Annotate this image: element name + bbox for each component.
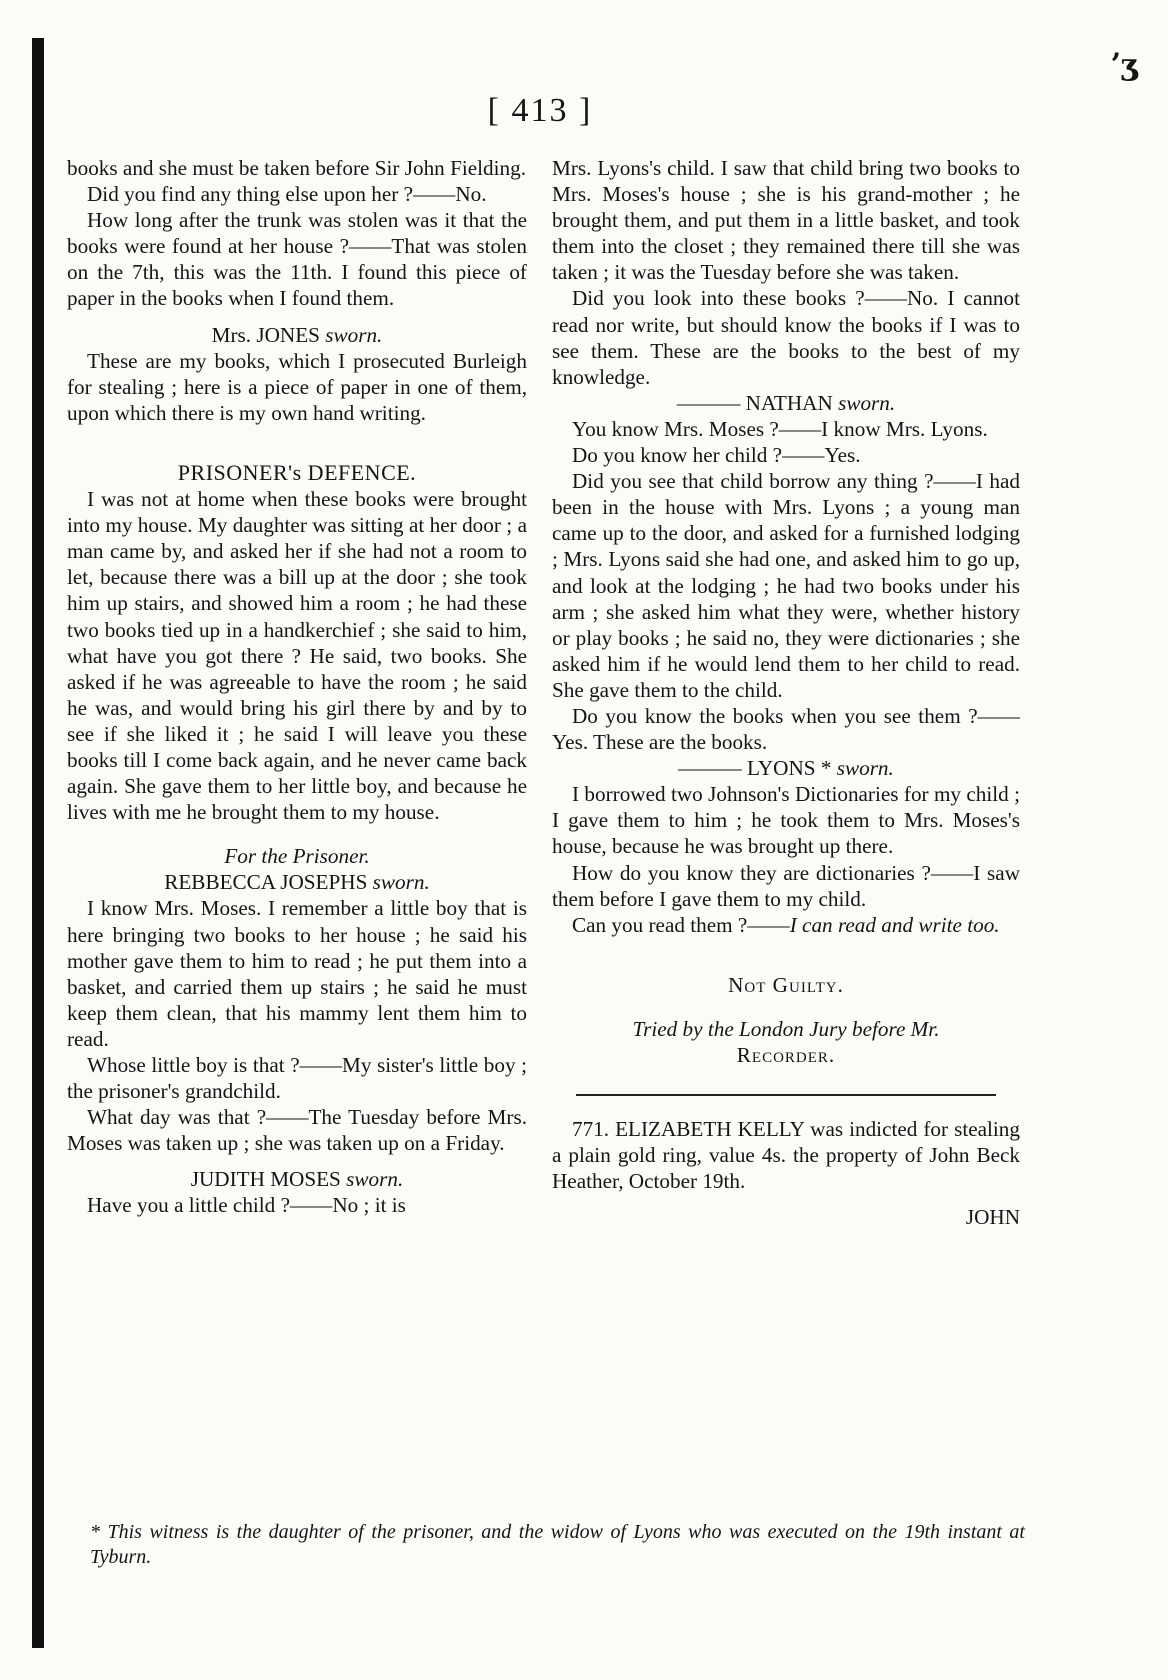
paragraph: Do you know her child ?——Yes.	[572, 443, 861, 468]
witness-heading	[67, 869, 527, 895]
question-text: Can you read them ?——	[572, 912, 790, 937]
witness-name: Mrs. JONES	[211, 322, 320, 347]
paragraph: You know Mrs. Moses ?——I know Mrs. Lyons.	[572, 416, 988, 441]
paragraph: What day was that ?——The Tuesday before Mrs. Moses was taken up ; she was taken up on a Friday.	[67, 1105, 527, 1156]
binding-edge	[32, 38, 44, 1648]
paragraph: Mrs. Lyons's child. I saw that child bring two books to Mrs. Moses's house ; she is his grand-mother ; he brought them, and put them in a little basket, and took them into the closet ; they remained there till she was taken ; it was the Tuesday before she was taken.	[552, 156, 1020, 285]
corner-mark: ʼʒ	[1110, 48, 1138, 83]
paragraph: books and she must be taken before Sir John Fielding.	[67, 156, 526, 180]
tried-by-line: Tried by the London Jury before Mr.	[632, 1016, 940, 1041]
paragraph: How long after the trunk was stolen was it that the books were found at her house ?——That was stolen on the 7th, this was the 11th. I found this piece of paper in the books when I found them.	[67, 208, 527, 311]
paragraph: Have you a little child ?——No ; it is	[87, 1193, 406, 1218]
paragraph	[552, 912, 1020, 938]
paragraph: I know Mrs. Moses. I remember a little boy that is here bringing two books to her house ; he said his mother gave them to him to read ; he put them into a basket, and carried them up stairs ; he said he must keep them clean, that his mammy lent them him to read.	[67, 896, 527, 1051]
paragraph: I borrowed two Johnson's Dictionaries for my child ; I gave them to him ; he took them to Mrs. Moses's house, because he was brought up there.	[552, 782, 1020, 859]
witness-heading	[552, 390, 1020, 416]
witness-heading	[67, 1166, 527, 1192]
witness-name: REBBECCA JOSEPHS	[164, 870, 368, 895]
sworn-label: sworn.	[346, 1167, 404, 1192]
paragraph: Do you know the books when you see them ?——Yes. These are the books.	[552, 703, 1020, 755]
right-column	[552, 155, 1020, 1230]
witness-name: JUDITH MOSES	[190, 1167, 341, 1192]
page-number-header: [ 413 ]	[487, 92, 593, 129]
left-column	[67, 155, 527, 1219]
sworn-label: sworn.	[838, 390, 896, 415]
paragraph: Did you see that child borrow any thing ?——I had been in the house with Mrs. Lyons ; a young man came up to the door, and asked for a furnished lodging ; Mrs. Lyons said she had one, and asked him to go up, and look at the lodging ; he had two books under his arm ; she asked him what they were, whether history or play books ; he said no, they were dictionaries ; she asked him if he would lend them to her child to read. She gave them to the child.	[552, 469, 1020, 702]
paragraph: I was not at home when these books were brought into my house. My daughter was sitting at her door ; a man came by, and asked her if she had not a room to let, because there was a bill up at the door ; she took him up stairs, and showed him a room ; he had these two books tied up in a handkerchief ; she said to him, what have you got there ? He said, two books. She asked if he was agreeable to have the room ; he said he was, and would bring his girl there by and by to see if she liked it ; he said I will leave you these books till I come back again, and he never came back again. She gave them to her little boy, and because he lives with me he brought them to my house.	[67, 487, 527, 825]
footnote: * This witness is the daughter of the prisoner, and the widow of Lyons who was executed on the 19th instant at Tyburn.	[90, 1521, 1025, 1568]
recorder-line: Recorder.	[736, 1043, 836, 1067]
paragraph: 771. ELIZABETH KELLY was indicted for stealing a plain gold ring, value 4s. the property of John Beck Heather, October 19th.	[552, 1117, 1020, 1194]
paragraph: Did you find any thing else upon her ?——No.	[87, 182, 487, 207]
witness-name: ——— NATHAN	[676, 390, 833, 415]
paragraph: These are my books, which I prosecuted Burleigh for stealing ; here is a piece of paper in one of them, upon which there is my own hand writing.	[67, 348, 527, 425]
witness-heading	[67, 322, 527, 348]
sworn-label: sworn.	[372, 870, 430, 895]
section-divider	[576, 1094, 996, 1096]
witness-name: ——— LYONS *	[678, 756, 832, 781]
paragraph: How do you know they are dictionaries ?——I saw them before I gave them to my child.	[552, 860, 1020, 911]
sworn-label: sworn.	[325, 322, 383, 347]
paragraph: Did you look into these books ?——No. I cannot read nor write, but should know the books if I was to see them. These are the books to the best of my knowledge.	[552, 286, 1020, 389]
catchword: JOHN	[965, 1205, 1020, 1230]
section-heading: For the Prisoner.	[224, 844, 370, 869]
section-heading: PRISONER's DEFENCE.	[177, 459, 417, 485]
sworn-label: sworn.	[836, 756, 894, 781]
paragraph: Whose little boy is that ?——My sister's little boy ; the prisoner's grandchild.	[67, 1053, 527, 1104]
verdict: Not Guilty.	[728, 972, 844, 997]
answer-text: I can read and write too.	[789, 912, 1000, 937]
witness-heading	[552, 755, 1020, 781]
